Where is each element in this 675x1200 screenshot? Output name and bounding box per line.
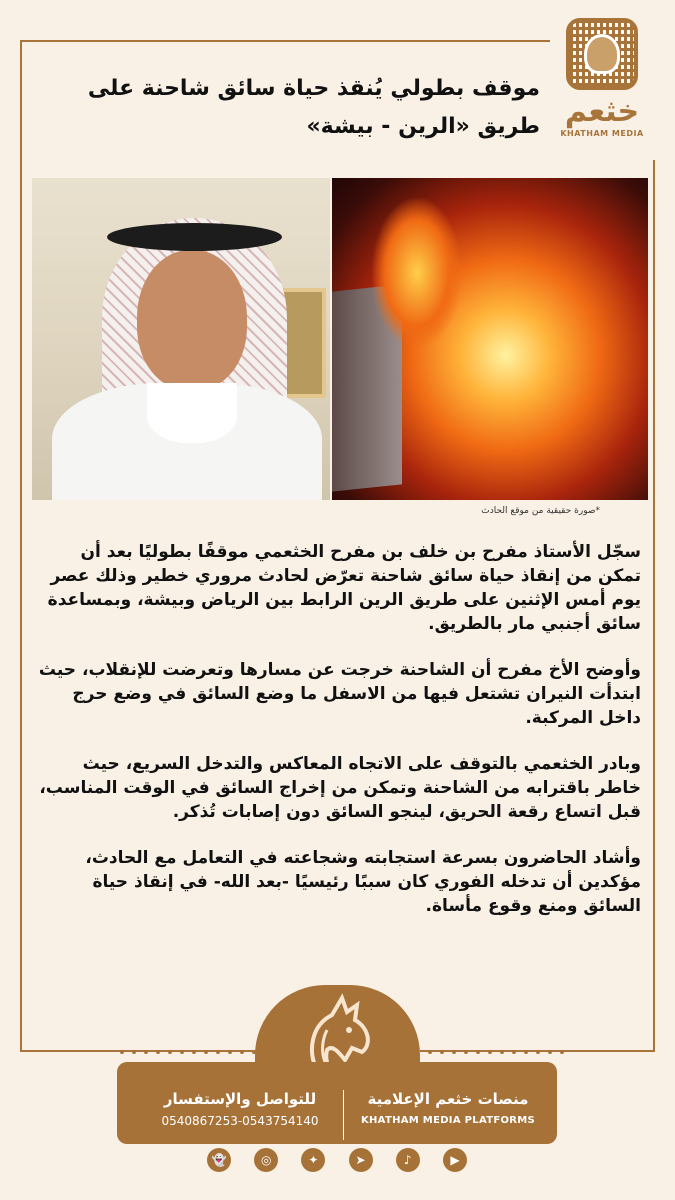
decor-dots-right xyxy=(428,1050,564,1056)
instagram-icon[interactable]: ◎ xyxy=(254,1148,278,1172)
platforms-block xyxy=(348,1090,548,1126)
logo-english-text: KHATHAM MEDIA xyxy=(560,129,644,138)
contact-block xyxy=(140,1090,340,1128)
person-photo xyxy=(32,178,330,500)
paragraph-1: سجّل الأستاذ مفرح بن خلف بن مفرح الخثعمي موقفًا بطوليًا بعد أن تمكن من إنقاذ حياة سائق شاحنة تعرّض لحادث مروري خطير وذلك عصر يوم أمس الإثنين على طريق الرين الرابط بين الرياض وبيشة، وبمساعدة سائق أجنبي مار بالطريق. xyxy=(47,542,641,634)
footer-divider xyxy=(343,1090,344,1140)
truck-fire-photo xyxy=(332,178,648,500)
frame-right-border xyxy=(653,160,655,1050)
paragraph-4: وأشاد الحاضرون بسرعة استجابته وشجاعته في التعامل مع الحادث، مؤكدين أن تدخله الفوري كان سببًا رئيسيًا -بعد الله- في إنقاذ حياة السائق ومنع وقوع مأساة. xyxy=(85,848,641,916)
decor-dots-left xyxy=(120,1050,256,1056)
platforms-arabic: منصات خثعم الإعلامية xyxy=(367,1090,529,1108)
article-body xyxy=(36,540,641,940)
snapchat-icon[interactable]: 👻 xyxy=(207,1148,231,1172)
image-caption: *صورة حقيقية من موقع الحادث xyxy=(481,506,600,516)
paragraph-3: وبادر الخثعمي بالتوقف على الاتجاه المعاكس والتدخل السريع، حيث خاطر باقترابه من الشاحنة وتمكن من إخراج السائق في الوقت المناسب، قبل اتساع رقعة الحريق، لينجو السائق دون إصابات تُذكر. xyxy=(39,754,641,822)
paragraph-2: وأوضح الأخ مفرح أن الشاحنة خرجت عن مسارها وتعرضت للإنقلاب، حيث ابتدأت النيران تشتعل فيها من الاسفل ما وضع السائق في وضع حرج داخل المركبة. xyxy=(38,660,641,728)
snapcode-icon xyxy=(566,18,638,90)
logo-arabic-text: خثعم xyxy=(564,94,640,129)
khatham-logo[interactable] xyxy=(557,18,647,150)
article-photos xyxy=(32,178,648,500)
telegram-icon[interactable]: ➤ xyxy=(349,1148,373,1172)
tiktok-icon[interactable]: ♪ xyxy=(396,1148,420,1172)
social-icons xyxy=(207,1148,467,1174)
article-title: موقف بطولي يُنقذ حياة سائق شاحنة على طريق «الرين - بيشة» xyxy=(87,76,540,139)
frame-left-border xyxy=(20,40,22,1050)
youtube-icon[interactable]: ▶ xyxy=(443,1148,467,1172)
twitter-icon[interactable]: ✦ xyxy=(301,1148,325,1172)
platforms-english: KHATHAM MEDIA PLATFORMS xyxy=(360,1115,536,1126)
contact-phones[interactable]: 0540867253-0543754140 xyxy=(161,1114,319,1128)
contact-label: للتواصل والإستفسار xyxy=(163,1090,317,1108)
frame-top-border xyxy=(20,40,550,42)
